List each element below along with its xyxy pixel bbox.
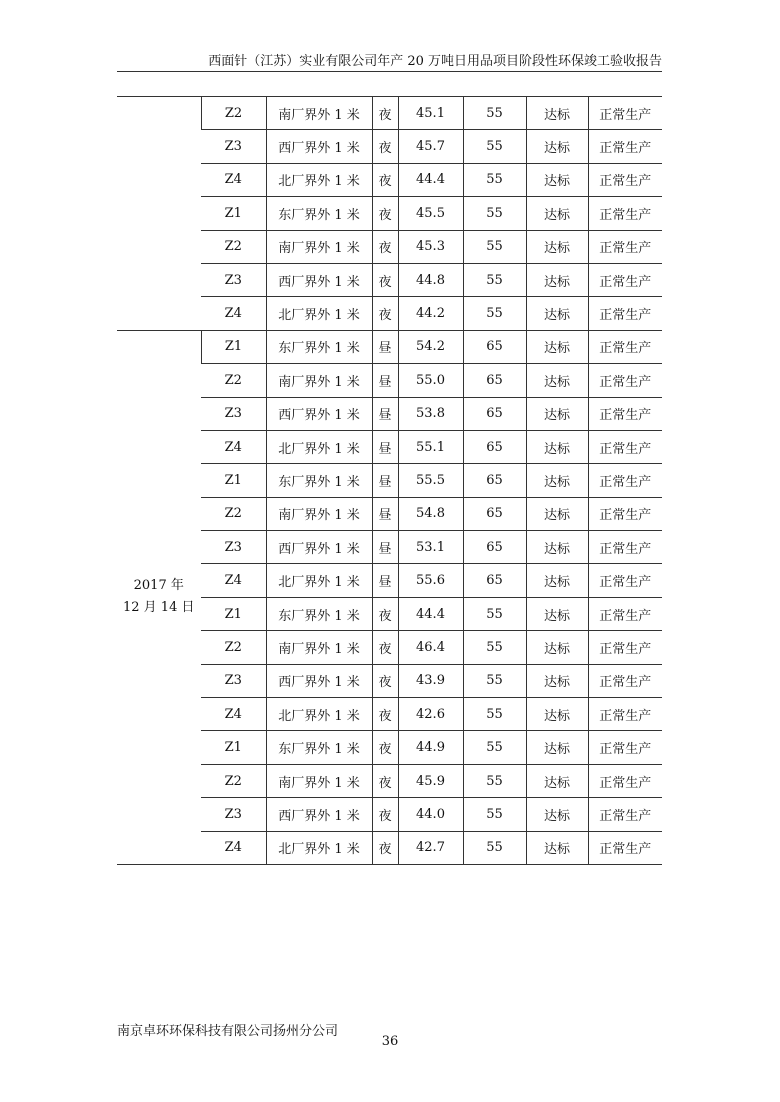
- production-status-cell: 正常生产: [588, 297, 662, 330]
- location-cell: 南厂界外 1 米: [266, 497, 372, 530]
- measured-value-cell: 46.4: [398, 631, 463, 664]
- period-cell: 昼: [372, 330, 398, 363]
- monitoring-point-cell: Z1: [201, 197, 266, 230]
- monitoring-point-cell: Z1: [201, 464, 266, 497]
- monitoring-point-cell: Z2: [201, 230, 266, 263]
- period-cell: 夜: [372, 97, 398, 130]
- measured-value-cell: 53.1: [398, 531, 463, 564]
- measured-value-cell: 44.9: [398, 731, 463, 764]
- compliance-cell: 达标: [526, 531, 588, 564]
- compliance-cell: 达标: [526, 698, 588, 731]
- measured-value-cell: 44.4: [398, 163, 463, 196]
- measured-value-cell: 55.6: [398, 564, 463, 597]
- measured-value-cell: 54.2: [398, 330, 463, 363]
- monitoring-point-cell: Z2: [201, 764, 266, 797]
- standard-limit-cell: 55: [463, 698, 526, 731]
- monitoring-point-cell: Z4: [201, 564, 266, 597]
- compliance-cell: 达标: [526, 631, 588, 664]
- period-cell: 夜: [372, 297, 398, 330]
- compliance-cell: 达标: [526, 664, 588, 697]
- monitoring-point-cell: Z3: [201, 798, 266, 831]
- period-cell: 昼: [372, 397, 398, 430]
- production-status-cell: 正常生产: [588, 364, 662, 397]
- monitoring-point-cell: Z3: [201, 130, 266, 163]
- standard-limit-cell: 55: [463, 597, 526, 630]
- monitoring-point-cell: Z1: [201, 330, 266, 363]
- measured-value-cell: 55.1: [398, 430, 463, 463]
- standard-limit-cell: 65: [463, 397, 526, 430]
- monitoring-point-cell: Z2: [201, 97, 266, 130]
- monitoring-point-cell: Z3: [201, 263, 266, 296]
- date-cell-group1: [117, 97, 201, 331]
- monitoring-point-cell: Z2: [201, 497, 266, 530]
- standard-limit-cell: 65: [463, 330, 526, 363]
- standard-limit-cell: 55: [463, 798, 526, 831]
- measured-value-cell: 44.2: [398, 297, 463, 330]
- period-cell: 昼: [372, 531, 398, 564]
- location-cell: 西厂界外 1 米: [266, 664, 372, 697]
- location-cell: 北厂界外 1 米: [266, 831, 372, 864]
- period-cell: 夜: [372, 263, 398, 296]
- production-status-cell: 正常生产: [588, 597, 662, 630]
- production-status-cell: 正常生产: [588, 764, 662, 797]
- standard-limit-cell: 65: [463, 430, 526, 463]
- production-status-cell: 正常生产: [588, 464, 662, 497]
- compliance-cell: 达标: [526, 464, 588, 497]
- monitoring-point-cell: Z3: [201, 664, 266, 697]
- standard-limit-cell: 55: [463, 631, 526, 664]
- date-year: 2017 年: [133, 578, 184, 594]
- standard-limit-cell: 65: [463, 364, 526, 397]
- period-cell: 昼: [372, 497, 398, 530]
- standard-limit-cell: 55: [463, 297, 526, 330]
- standard-limit-cell: 55: [463, 163, 526, 196]
- period-cell: 夜: [372, 664, 398, 697]
- monitoring-point-cell: Z1: [201, 731, 266, 764]
- date-cell-group2: [117, 330, 201, 864]
- location-cell: 北厂界外 1 米: [266, 430, 372, 463]
- production-status-cell: 正常生产: [588, 731, 662, 764]
- location-cell: 北厂界外 1 米: [266, 163, 372, 196]
- compliance-cell: 达标: [526, 230, 588, 263]
- period-cell: 夜: [372, 230, 398, 263]
- compliance-cell: 达标: [526, 798, 588, 831]
- standard-limit-cell: 55: [463, 263, 526, 296]
- compliance-cell: 达标: [526, 130, 588, 163]
- standard-limit-cell: 55: [463, 831, 526, 864]
- period-cell: 夜: [372, 163, 398, 196]
- table-row: [117, 97, 662, 130]
- period-cell: 夜: [372, 731, 398, 764]
- standard-limit-cell: 65: [463, 464, 526, 497]
- standard-limit-cell: 65: [463, 531, 526, 564]
- period-cell: 夜: [372, 698, 398, 731]
- production-status-cell: 正常生产: [588, 130, 662, 163]
- measured-value-cell: 55.0: [398, 364, 463, 397]
- compliance-cell: 达标: [526, 597, 588, 630]
- standard-limit-cell: 55: [463, 97, 526, 130]
- compliance-cell: 达标: [526, 731, 588, 764]
- measured-value-cell: 54.8: [398, 497, 463, 530]
- compliance-cell: 达标: [526, 831, 588, 864]
- monitoring-point-cell: Z3: [201, 531, 266, 564]
- standard-limit-cell: 65: [463, 497, 526, 530]
- period-cell: 昼: [372, 364, 398, 397]
- production-status-cell: 正常生产: [588, 631, 662, 664]
- compliance-cell: 达标: [526, 297, 588, 330]
- period-cell: 夜: [372, 764, 398, 797]
- period-cell: 夜: [372, 197, 398, 230]
- location-cell: 东厂界外 1 米: [266, 197, 372, 230]
- measured-value-cell: 44.8: [398, 263, 463, 296]
- standard-limit-cell: 55: [463, 130, 526, 163]
- period-cell: 夜: [372, 130, 398, 163]
- compliance-cell: 达标: [526, 764, 588, 797]
- location-cell: 东厂界外 1 米: [266, 464, 372, 497]
- monitoring-point-cell: Z4: [201, 163, 266, 196]
- measured-value-cell: 44.4: [398, 597, 463, 630]
- compliance-cell: 达标: [526, 397, 588, 430]
- measured-value-cell: 42.7: [398, 831, 463, 864]
- production-status-cell: 正常生产: [588, 430, 662, 463]
- production-status-cell: 正常生产: [588, 163, 662, 196]
- monitoring-point-cell: Z4: [201, 831, 266, 864]
- standard-limit-cell: 55: [463, 664, 526, 697]
- production-status-cell: 正常生产: [588, 197, 662, 230]
- measured-value-cell: 55.5: [398, 464, 463, 497]
- noise-monitoring-table: [117, 96, 662, 865]
- monitoring-point-cell: Z4: [201, 698, 266, 731]
- production-status-cell: 正常生产: [588, 497, 662, 530]
- compliance-cell: 达标: [526, 97, 588, 130]
- compliance-cell: 达标: [526, 430, 588, 463]
- measured-value-cell: 45.3: [398, 230, 463, 263]
- standard-limit-cell: 55: [463, 197, 526, 230]
- location-cell: 西厂界外 1 米: [266, 130, 372, 163]
- report-header-title: 西面针（江苏）实业有限公司年产 20 万吨日用品项目阶段性环保竣工验收报告: [208, 54, 662, 69]
- monitoring-point-cell: Z2: [201, 364, 266, 397]
- header-divider: [117, 71, 662, 72]
- period-cell: 昼: [372, 430, 398, 463]
- production-status-cell: 正常生产: [588, 230, 662, 263]
- period-cell: 夜: [372, 597, 398, 630]
- period-cell: 夜: [372, 631, 398, 664]
- monitoring-point-cell: Z3: [201, 397, 266, 430]
- production-status-cell: 正常生产: [588, 564, 662, 597]
- location-cell: 南厂界外 1 米: [266, 364, 372, 397]
- location-cell: 南厂界外 1 米: [266, 764, 372, 797]
- measured-value-cell: 42.6: [398, 698, 463, 731]
- measured-value-cell: 45.9: [398, 764, 463, 797]
- production-status-cell: 正常生产: [588, 798, 662, 831]
- monitoring-point-cell: Z2: [201, 631, 266, 664]
- location-cell: 东厂界外 1 米: [266, 731, 372, 764]
- location-cell: 东厂界外 1 米: [266, 330, 372, 363]
- compliance-cell: 达标: [526, 263, 588, 296]
- monitoring-point-cell: Z1: [201, 597, 266, 630]
- standard-limit-cell: 65: [463, 564, 526, 597]
- location-cell: 西厂界外 1 米: [266, 263, 372, 296]
- date-month-day: 12 月 14 日: [123, 600, 195, 616]
- table-row: [117, 330, 662, 363]
- monitoring-point-cell: Z4: [201, 430, 266, 463]
- measured-value-cell: 53.8: [398, 397, 463, 430]
- compliance-cell: 达标: [526, 163, 588, 196]
- location-cell: 北厂界外 1 米: [266, 297, 372, 330]
- location-cell: 北厂界外 1 米: [266, 698, 372, 731]
- compliance-cell: 达标: [526, 564, 588, 597]
- location-cell: 东厂界外 1 米: [266, 597, 372, 630]
- location-cell: 南厂界外 1 米: [266, 230, 372, 263]
- monitoring-point-cell: Z4: [201, 297, 266, 330]
- standard-limit-cell: 55: [463, 764, 526, 797]
- measured-value-cell: 45.1: [398, 97, 463, 130]
- location-cell: 南厂界外 1 米: [266, 631, 372, 664]
- production-status-cell: 正常生产: [588, 263, 662, 296]
- location-cell: 西厂界外 1 米: [266, 397, 372, 430]
- period-cell: 昼: [372, 564, 398, 597]
- period-cell: 夜: [372, 831, 398, 864]
- compliance-cell: 达标: [526, 197, 588, 230]
- standard-limit-cell: 55: [463, 731, 526, 764]
- period-cell: 夜: [372, 798, 398, 831]
- location-cell: 南厂界外 1 米: [266, 97, 372, 130]
- compliance-cell: 达标: [526, 330, 588, 363]
- production-status-cell: 正常生产: [588, 397, 662, 430]
- compliance-cell: 达标: [526, 497, 588, 530]
- period-cell: 昼: [372, 464, 398, 497]
- location-cell: 西厂界外 1 米: [266, 531, 372, 564]
- production-status-cell: 正常生产: [588, 698, 662, 731]
- location-cell: 北厂界外 1 米: [266, 564, 372, 597]
- compliance-cell: 达标: [526, 364, 588, 397]
- location-cell: 西厂界外 1 米: [266, 798, 372, 831]
- production-status-cell: 正常生产: [588, 97, 662, 130]
- production-status-cell: 正常生产: [588, 330, 662, 363]
- standard-limit-cell: 55: [463, 230, 526, 263]
- production-status-cell: 正常生产: [588, 531, 662, 564]
- production-status-cell: 正常生产: [588, 664, 662, 697]
- production-status-cell: 正常生产: [588, 831, 662, 864]
- measured-value-cell: 43.9: [398, 664, 463, 697]
- measured-value-cell: 45.5: [398, 197, 463, 230]
- footer-company-name: 南京卓环环保科技有限公司扬州分公司: [117, 1024, 339, 1039]
- page-number: 36: [381, 1034, 399, 1049]
- measured-value-cell: 44.0: [398, 798, 463, 831]
- measured-value-cell: 45.7: [398, 130, 463, 163]
